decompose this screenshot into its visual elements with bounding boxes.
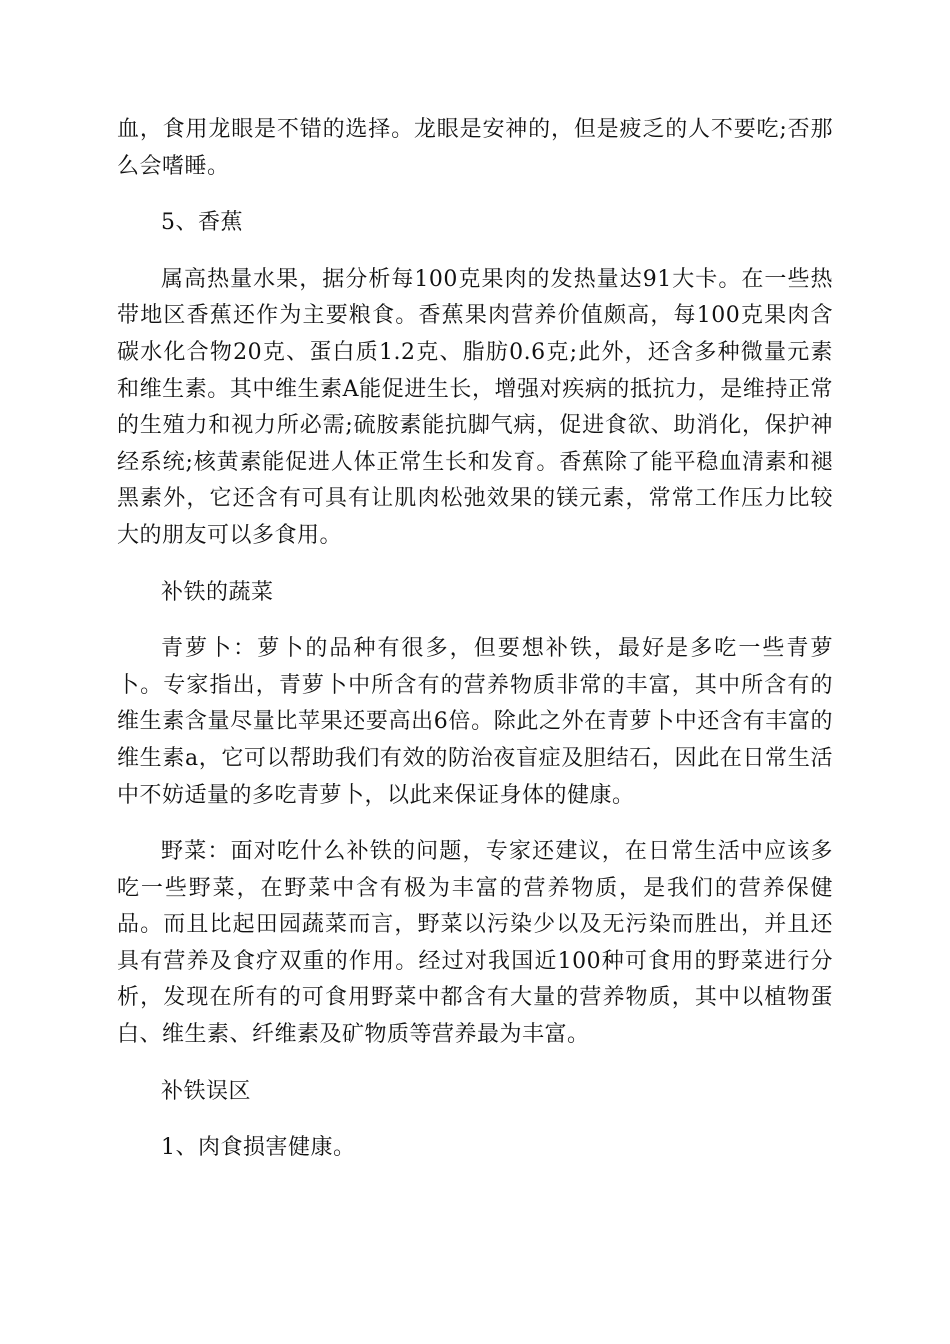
section-heading-banana: 5、香蕉	[161, 210, 243, 236]
section-heading-iron-myths: 补铁误区	[161, 1078, 252, 1104]
paragraph-banana: 属高热量水果，据分析每100克果肉的发热量达91大卡。在一些热带地区香蕉还作为主要粮食。香蕉果肉营养价值颇高，每100克果肉含碳水化合物20克、蛋白质1.2克、脂肪0.6克;此外，还含多种微量元素和维生素。其中维生素A能促进生长，增强对疾病的抵抗力，是维持正常的生殖力和视力所必需;硫胺素能抗脚气病，促进食欲、助消化，保护神经系统;核黄素能促进人体正常生长和发育。香蕉除了能平稳血清素和褪黑素外，它还含有可具有让肌肉松弛效果的镁元素，常常工作压力比较大的朋友可以多食用。	[117, 266, 833, 548]
paragraph-longan-continuation: 血，食用龙眼是不错的选择。龙眼是安神的，但是疲乏的人不要吃;否那么会嗜睡。	[117, 117, 833, 179]
document-body	[117, 112, 833, 1187]
list-item-meat-myth: 1、肉食损害健康。	[161, 1135, 356, 1161]
section-heading-iron-vegetables: 补铁的蔬菜	[161, 579, 274, 605]
paragraph-wild-vegetables: 野菜：面对吃什么补铁的问题，专家还建议，在日常生活中应该多吃一些野菜，在野菜中含有极为丰富的营养物质，是我们的营养保健品。而且比起田园蔬菜而言，野菜以污染少以及无污染而胜出，并且还具有营养及食疗双重的作用。经过对我国近100种可食用的野菜进行分析，发现在所有的可食用野菜中都含有大量的营养物质，其中以植物蛋白、维生素、纤维素及矿物质等营养最为丰富。	[117, 839, 833, 1048]
paragraph-green-radish: 青萝卜：萝卜的品种有很多，但要想补铁，最好是多吃一些青萝卜。专家指出，青萝卜中所含有的营养物质非常的丰富，其中所含有的维生素含量尽量比苹果还要高出6倍。除此之外在青萝卜中还含有丰富的维生素a，它可以帮助我们有效的防治夜盲症及胆结石，因此在日常生活中不妨适量的多吃青萝卜，以此来保证身体的健康。	[117, 636, 833, 808]
